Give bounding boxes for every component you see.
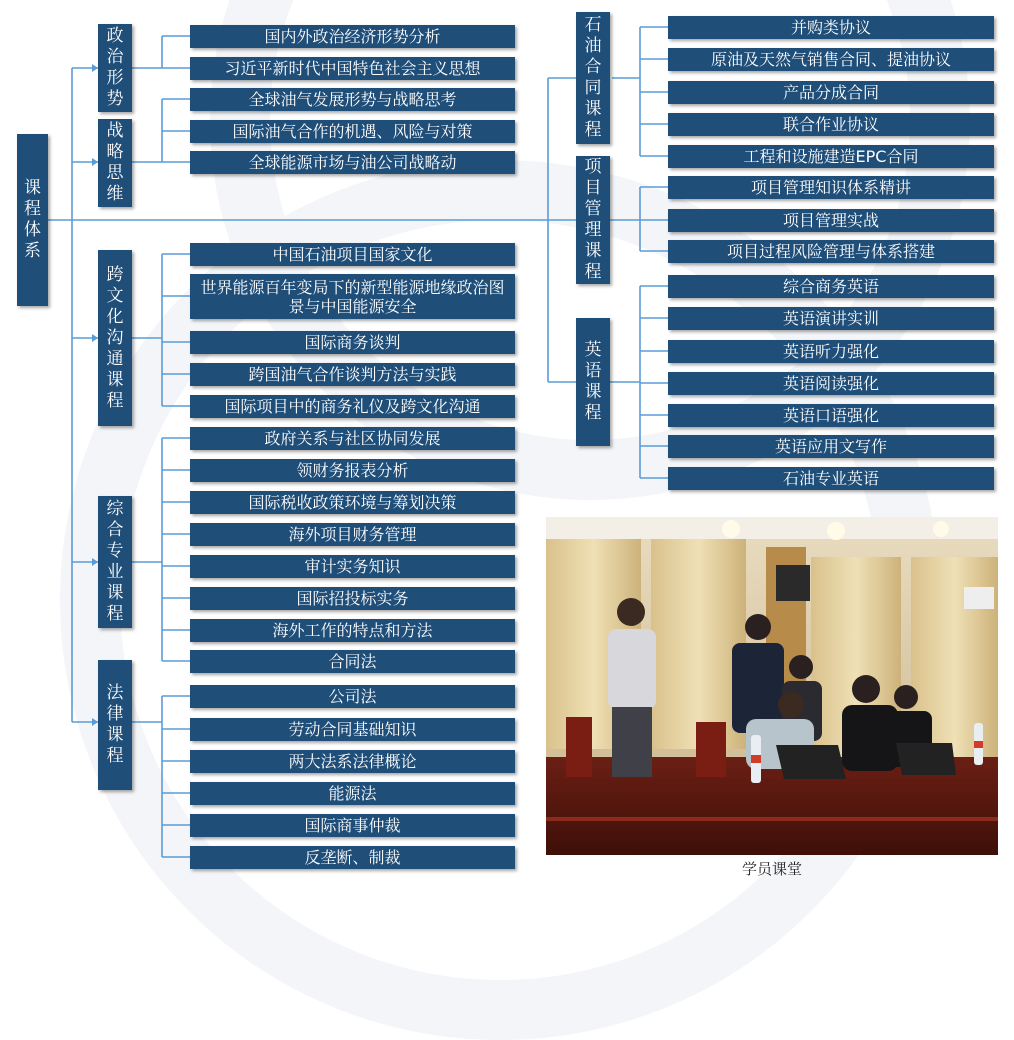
course-item: 综合商务英语	[668, 275, 994, 298]
course-item: 反垄断、制裁	[190, 846, 515, 869]
course-item: 英语阅读强化	[668, 372, 994, 395]
course-item: 项目过程风险管理与体系搭建	[668, 240, 994, 263]
course-item: 英语应用文写作	[668, 435, 994, 458]
course-item: 英语口语强化	[668, 404, 994, 427]
course-item: 习近平新时代中国特色社会主义思想	[190, 57, 515, 80]
course-item: 国际招投标实务	[190, 587, 515, 610]
course-item: 国际项目中的商务礼仪及跨文化沟通	[190, 395, 515, 418]
course-item: 英语听力强化	[668, 340, 994, 363]
course-item: 产品分成合同	[668, 81, 994, 104]
course-item: 跨国油气合作谈判方法与实践	[190, 363, 515, 386]
course-item: 全球油气发展形势与战略思考	[190, 88, 515, 111]
group-project-mgmt: 项目管理课程	[576, 156, 610, 284]
course-item: 国际商务谈判	[190, 331, 515, 354]
course-item: 并购类协议	[668, 16, 994, 39]
group-politics: 政治形势	[98, 24, 132, 112]
course-item: 两大法系法律概论	[190, 750, 515, 773]
course-item: 审计实务知识	[190, 555, 515, 578]
course-item: 政府关系与社区协同发展	[190, 427, 515, 450]
course-item: 英语演讲实训	[668, 307, 994, 330]
course-item: 国内外政治经济形势分析	[190, 25, 515, 48]
course-item: 联合作业协议	[668, 113, 994, 136]
course-item: 海外项目财务管理	[190, 523, 515, 546]
course-item: 国际税收政策环境与筹划决策	[190, 491, 515, 514]
classroom-photo	[546, 517, 998, 855]
course-item: 公司法	[190, 685, 515, 708]
course-item: 合同法	[190, 650, 515, 673]
course-item: 国际油气合作的机遇、风险与对策	[190, 120, 515, 143]
course-item: 工程和设施建造EPC合同	[668, 145, 994, 168]
course-item: 项目管理知识体系精讲	[668, 176, 994, 199]
course-item: 海外工作的特点和方法	[190, 619, 515, 642]
photo-caption: 学员课堂	[741, 860, 802, 878]
course-item: 领财务报表分析	[190, 459, 515, 482]
course-item: 全球能源市场与油公司战略动	[190, 151, 515, 174]
course-item: 世界能源百年变局下的新型能源地缘政治图景与中国能源安全	[190, 274, 515, 319]
course-item: 原油及天然气销售合同、提油协议	[668, 48, 994, 71]
course-item: 中国石油项目国家文化	[190, 243, 515, 266]
group-cross-culture: 跨文化沟通课程	[98, 250, 132, 426]
group-oil-contract: 石油合同课程	[576, 12, 610, 144]
group-strategy: 战略思维	[98, 119, 132, 207]
course-item: 能源法	[190, 782, 515, 805]
course-item: 项目管理实战	[668, 209, 994, 232]
group-law: 法律课程	[98, 660, 132, 790]
root-node: 课程体系	[17, 134, 48, 306]
course-item: 石油专业英语	[668, 467, 994, 490]
group-english: 英语课程	[576, 318, 610, 446]
course-item: 国际商事仲裁	[190, 814, 515, 837]
group-professional: 综合专业课程	[98, 496, 132, 628]
course-item: 劳动合同基础知识	[190, 718, 515, 741]
